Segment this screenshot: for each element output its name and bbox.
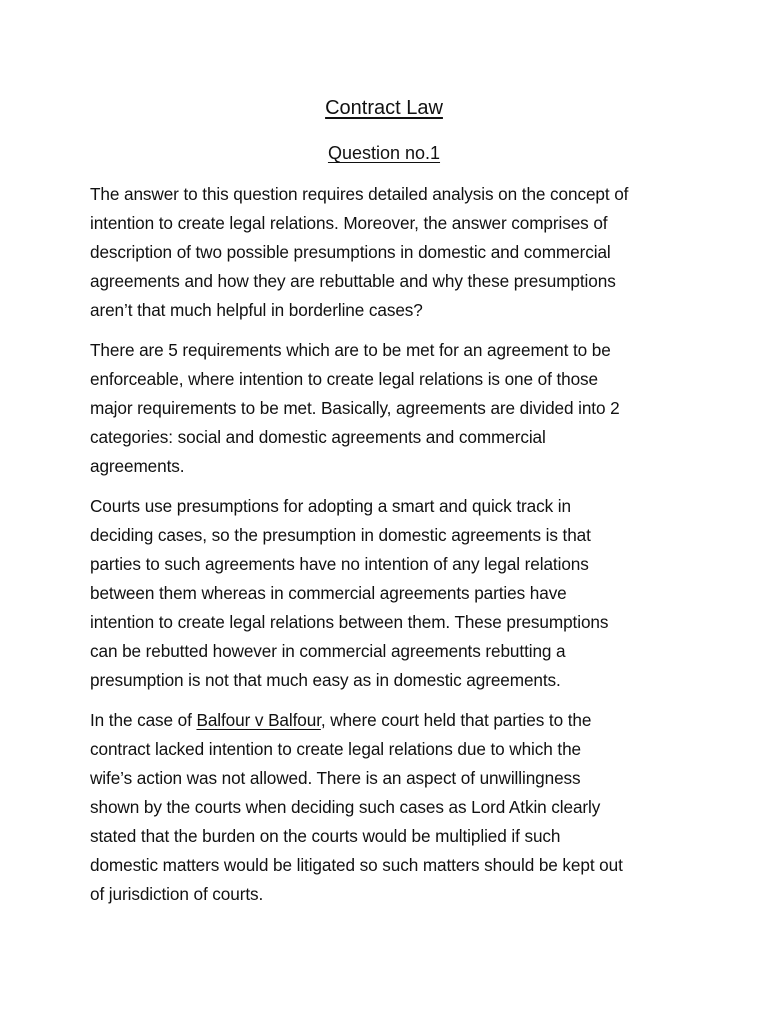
text-line: presumption is not that much easy as in domestic agreements. [90, 670, 561, 690]
question-heading [0, 140, 768, 166]
text-line: description of two possible presumptions in domestic and commercial [90, 242, 611, 262]
text-line: There are 5 requirements which are to be met for an agreement to be [90, 340, 611, 360]
case-suffix: , where court held that parties to the [320, 710, 592, 730]
text-line: intention to create legal relations. Moreover, the answer comprises of [90, 213, 608, 233]
text-line-first [90, 706, 690, 735]
text-line: stated that the burden on the courts would be multiplied if such [90, 826, 561, 846]
text-line: between them whereas in commercial agreements parties have [90, 583, 567, 603]
question-heading-text: Question no.1 [327, 143, 441, 163]
document-title [0, 94, 768, 122]
text-line: Courts use presumptions for adopting a smart and quick track in [90, 496, 571, 516]
text-line: shown by the courts when deciding such cases as Lord Atkin clearly [90, 797, 601, 817]
document-title-text: Contract Law [325, 97, 443, 119]
text-line: parties to such agreements have no intention of any legal relations [90, 554, 589, 574]
case-prefix: In the case of [90, 710, 197, 730]
case-citation-link[interactable]: Balfour v Balfour [196, 710, 321, 730]
text-line: major requirements to be met. Basically, agreements are divided into 2 [90, 398, 620, 418]
document-body [90, 180, 690, 920]
text-line: categories: social and domestic agreements and commercial [90, 427, 546, 447]
text-line: agreements. [90, 456, 185, 476]
text-line: The answer to this question requires detailed analysis on the concept of [90, 184, 629, 204]
text-line: domestic matters would be litigated so such matters should be kept out [90, 855, 623, 875]
text-line: agreements and how they are rebuttable and why these presumptions [90, 271, 616, 291]
text-line: contract lacked intention to create legal relations due to which the [90, 739, 581, 759]
text-line: wife’s action was not allowed. There is an aspect of unwillingness [90, 768, 581, 788]
text-line: enforceable, where intention to create legal relations is one of those [90, 369, 598, 389]
text-line: can be rebutted however in commercial agreements rebutting a [90, 641, 566, 661]
paragraph-3 [90, 492, 690, 695]
text-line: deciding cases, so the presumption in domestic agreements is that [90, 525, 591, 545]
text-line: of jurisdiction of courts. [90, 884, 264, 904]
paragraph-2 [90, 336, 690, 481]
text-line: intention to create legal relations between them. These presumptions [90, 612, 609, 632]
text-line: aren’t that much helpful in borderline cases? [90, 300, 423, 320]
paragraph-4 [90, 706, 690, 909]
paragraph-1 [90, 180, 690, 325]
